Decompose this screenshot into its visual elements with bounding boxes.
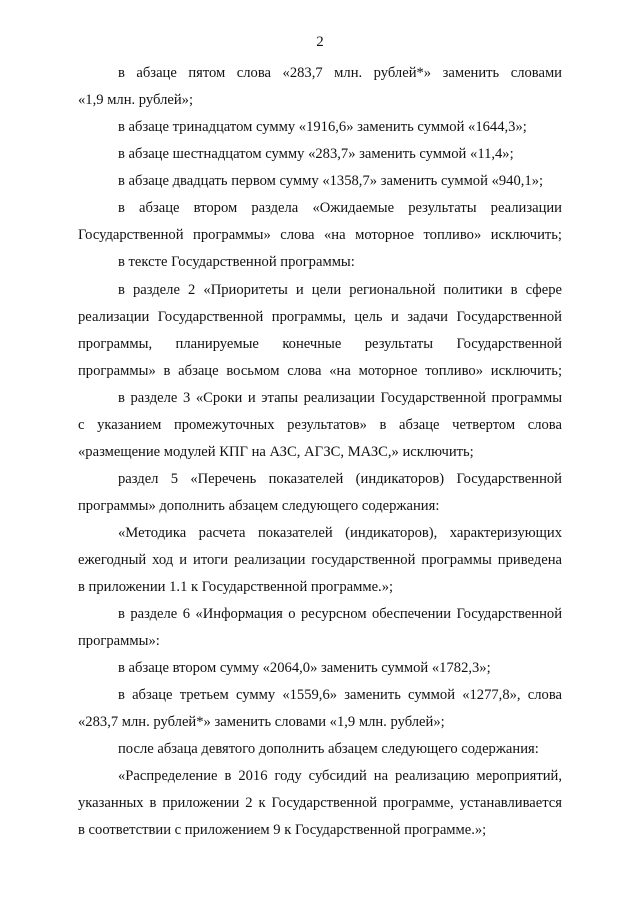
text-line: указанных в приложении 2 к Государственной программе, устанавливается	[78, 795, 562, 811]
text-line: в разделе 2 «Приоритеты и цели региональной политики в сфере	[118, 282, 562, 298]
text-line: «размещение модулей КПГ на АЗС, АГЗС, МАЗС,» исключить;	[78, 444, 474, 460]
text-line: в разделе 3 «Сроки и этапы реализации Государственной программы	[118, 390, 562, 406]
text-line: в абзаце третьем сумму «1559,6» заменить суммой «1277,8», слова	[118, 687, 562, 703]
text-line: в абзаце шестнадцатом сумму «283,7» заменить суммой «11,4»;	[118, 146, 514, 162]
text-line: в тексте Государственной программы:	[118, 254, 355, 270]
text-line: в соответствии с приложением 9 к Государственной программе.»;	[78, 822, 487, 838]
text-line: программы, планируемые конечные результаты Государственной	[78, 336, 562, 352]
text-line: реализации Государственной программы, цель и задачи Государственной	[78, 309, 562, 325]
text-line: Государственной программы» слова «на моторное топливо» исключить;	[78, 227, 562, 243]
text-line: в абзаце втором раздела «Ожидаемые результаты реализации	[118, 200, 562, 216]
text-line: ежегодный ход и итоги реализации государственной программы приведена	[78, 552, 562, 568]
text-line: в абзаце тринадцатом сумму «1916,6» заменить суммой «1644,3»;	[118, 119, 527, 135]
text-line: в абзаце втором сумму «2064,0» заменить суммой «1782,3»;	[118, 660, 491, 676]
page-number: 2	[316, 34, 324, 50]
text-line: раздел 5 «Перечень показателей (индикаторов) Государственной	[118, 471, 562, 487]
text-line: программы» в абзаце восьмом слова «на моторное топливо» исключить;	[78, 363, 562, 379]
text-line: «1,9 млн. рублей»;	[78, 92, 194, 108]
text-line: в разделе 6 «Информация о ресурсном обеспечении Государственной	[118, 606, 562, 622]
text-line: «283,7 млн. рублей*» заменить словами «1,9 млн. рублей»;	[78, 714, 445, 730]
text-line: «Методика расчета показателей (индикаторов), характеризующих	[118, 525, 562, 541]
text-line: после абзаца девятого дополнить абзацем следующего содержания:	[118, 741, 539, 757]
text-line: в приложении 1.1 к Государственной программе.»;	[78, 579, 394, 595]
text-line: в абзаце пятом слова «283,7 млн. рублей*» заменить словами	[118, 65, 562, 81]
text-line: программы»:	[78, 633, 160, 649]
text-line: в абзаце двадцать первом сумму «1358,7» заменить суммой «940,1»;	[118, 173, 544, 189]
text-line: «Распределение в 2016 году субсидий на реализацию мероприятий,	[118, 768, 562, 784]
text-line: программы» дополнить абзацем следующего содержания:	[78, 498, 440, 514]
text-line: с указанием промежуточных результатов» в абзаце четвертом слова	[78, 417, 562, 433]
